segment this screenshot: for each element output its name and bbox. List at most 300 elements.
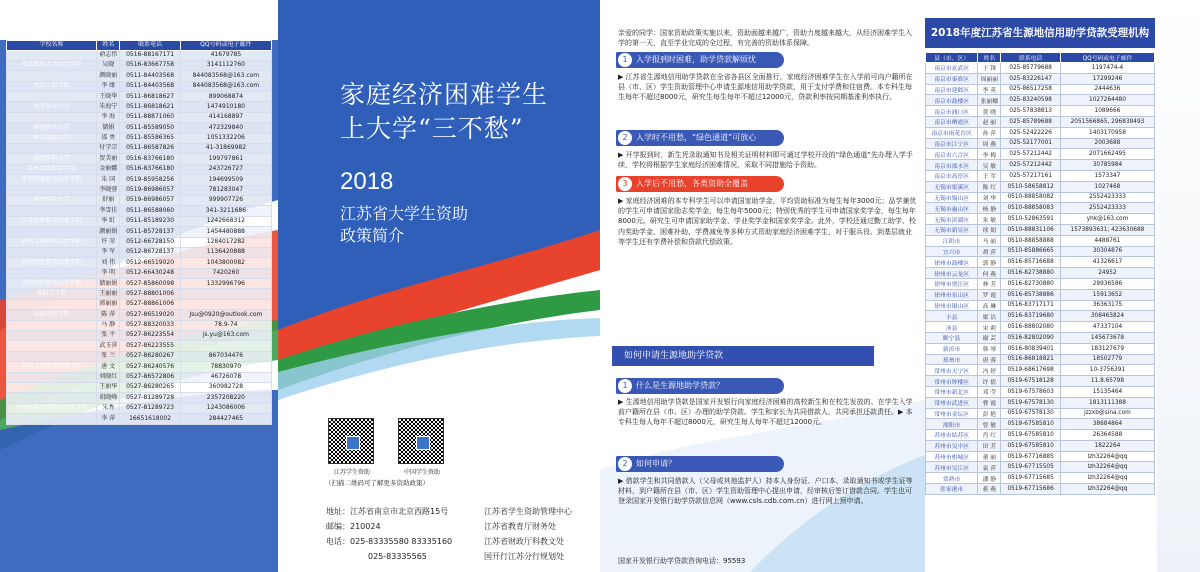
cell-institution: 睢宁县 xyxy=(926,332,978,343)
cell-qq: 308463824 xyxy=(1060,311,1154,322)
cell-phone: 025-52422226 xyxy=(1001,127,1061,138)
cell-phone: 0519-67585810 xyxy=(1001,440,1061,451)
cell-phone: 025-83240598 xyxy=(1001,95,1061,106)
cell-institution: 南通职业大学 xyxy=(7,123,97,133)
cell-institution xyxy=(7,414,97,424)
cell-institution: 无锡市惠山区 xyxy=(926,203,978,214)
cell-phone: 0516-83667758 xyxy=(120,60,180,70)
table-row xyxy=(7,237,272,247)
cell-institution: 南京市秦淮区 xyxy=(926,73,978,84)
cell-institution: 南京工程学院 xyxy=(7,81,97,91)
table-row xyxy=(7,81,272,91)
cell-qq: 41326617 xyxy=(1060,257,1154,268)
cell-phone: 0510-85886665 xyxy=(1001,246,1061,257)
cell-qq: 30304876 xyxy=(1060,246,1154,257)
col-phone-header: 联系电话 xyxy=(120,41,180,51)
table-row xyxy=(926,430,1155,441)
cell-name: 张 兰 xyxy=(96,351,119,361)
cell-name: 董 丽 xyxy=(978,451,1001,462)
table-row xyxy=(926,408,1155,419)
cell-institution: 常州市天宁区 xyxy=(926,365,978,376)
qr-caption-jiangsu: 江苏学生资助 xyxy=(333,469,370,476)
left-contact-table xyxy=(6,40,272,425)
table-row xyxy=(926,289,1155,300)
cell-qq xyxy=(180,289,271,299)
cell-qq: 36363175 xyxy=(1060,300,1154,311)
cell-phone: 0516-80839401 xyxy=(1001,343,1061,354)
cell-institution: 扬州工业职业技术学院 xyxy=(7,362,97,372)
cell-name: 马 静 xyxy=(96,320,119,330)
cell-phone: 0511-84403568 xyxy=(120,71,180,81)
cell-institution: 南京市玄武区 xyxy=(926,63,978,74)
cell-phone: 16651618002 xyxy=(120,414,180,424)
cell-phone: 0527-81289728 xyxy=(120,393,180,403)
cell-phone: 0519-85958256 xyxy=(120,175,180,185)
cell-name: 刘 华 xyxy=(978,192,1001,203)
table-row xyxy=(926,311,1155,322)
cell-name: 王丽丽 xyxy=(96,289,119,299)
cell-institution: 常熟市 xyxy=(926,473,978,484)
section-3-heading xyxy=(616,176,784,192)
table-row xyxy=(926,235,1155,246)
cell-name: 金丽娜 xyxy=(96,164,119,174)
cell-name: 王丽华 xyxy=(96,383,119,393)
cell-qq: 15913652 xyxy=(1060,289,1154,300)
cell-qq: lzh32264@qq xyxy=(1060,462,1154,473)
left-table-body xyxy=(7,50,272,424)
cell-institution: 新沂市 xyxy=(926,343,978,354)
cell-name: 陈 萍 xyxy=(96,310,119,320)
cell-institution xyxy=(7,247,97,257)
cell-phone: 0510-88858082 xyxy=(1001,192,1061,203)
cell-name: 张 平 xyxy=(96,331,119,341)
cell-institution xyxy=(7,206,97,216)
cell-qq: 1573347 xyxy=(1060,170,1154,181)
cell-institution: 扬州职业大学 xyxy=(7,195,97,205)
table-row xyxy=(7,403,272,413)
cell-institution: 常州市武进区 xyxy=(926,397,978,408)
cell-phone: 0519-86986057 xyxy=(120,195,180,205)
cell-qq: 15135464 xyxy=(1060,386,1154,397)
cell-name: 李雪佳 xyxy=(96,206,119,216)
cover-panel xyxy=(278,0,600,572)
cell-phone: 0527-86240576 xyxy=(120,362,180,372)
cell-phone: 0516-85716688 xyxy=(1001,257,1061,268)
organizations-block xyxy=(484,504,572,564)
cell-name: 朱 国 xyxy=(96,175,119,185)
table-row xyxy=(926,397,1155,408)
table-row xyxy=(926,257,1155,268)
cell-phone: 0527-85860098 xyxy=(120,279,180,289)
cell-phone: 025-57838813 xyxy=(1001,106,1061,117)
cell-institution: 沛县 xyxy=(926,322,978,333)
loan-office-panel xyxy=(925,0,1200,572)
cell-institution xyxy=(7,383,97,393)
cell-institution: 徐州市鼓楼区 xyxy=(926,257,978,268)
section-1-heading xyxy=(616,52,784,68)
cell-phone: 0519-67716885 xyxy=(1001,451,1061,462)
cell-phone: 0516-88802080 xyxy=(1001,322,1061,333)
cell-phone: 0510-58658812 xyxy=(1001,181,1061,192)
cell-name: 李 英 xyxy=(978,84,1001,95)
cover-title-line1: 家庭经济困难学生 xyxy=(340,80,549,109)
cell-qq: 2051566865, 296838493 xyxy=(1060,116,1154,127)
cell-phone: 0516-83719680 xyxy=(1001,311,1061,322)
cell-name: 朱 敏 xyxy=(978,214,1001,225)
cell-qq: yhk@163.com xyxy=(1060,214,1154,225)
cell-phone: 0519-67578130 xyxy=(1001,397,1061,408)
cell-qq: 472329840 xyxy=(180,123,271,133)
section-1-number: 1 xyxy=(618,53,632,67)
cell-qq: 999907726 xyxy=(180,195,271,205)
section-2-title: 入学时不用愁，“绿色通道”可放心 xyxy=(636,133,757,142)
table-row xyxy=(7,112,272,122)
org-line-1: 江苏省学生资助管理中心 xyxy=(484,507,572,516)
page-edge-strip xyxy=(1157,0,1200,572)
cell-qq: 10-3756391 xyxy=(1060,365,1154,376)
table-row xyxy=(7,331,272,341)
cell-institution: 宜兴市 xyxy=(926,246,978,257)
table-row xyxy=(926,95,1155,106)
cell-name: 高 琳 xyxy=(978,300,1001,311)
table-row xyxy=(926,149,1155,160)
table-row xyxy=(7,164,272,174)
table-row xyxy=(7,144,272,154)
cell-institution xyxy=(7,185,97,195)
table-row xyxy=(926,84,1155,95)
cell-qq: 1284017282 xyxy=(180,237,271,247)
cell-qq: 47337104 xyxy=(1060,322,1154,333)
cell-qq xyxy=(180,299,271,309)
org-line-2: 江苏省教育厅财务处 xyxy=(484,522,556,531)
table-row xyxy=(926,332,1155,343)
cell-qq: 2071662495 xyxy=(1060,149,1154,160)
table-row xyxy=(7,92,272,102)
table-row xyxy=(7,60,272,70)
cell-phone: 0512-66430248 xyxy=(120,268,180,278)
cell-qq: 183127679 xyxy=(1060,343,1154,354)
cell-institution: 邳州市 xyxy=(926,354,978,365)
cell-phone: 0511-86818627 xyxy=(120,92,180,102)
cell-phone: 0511-86588060 xyxy=(120,206,180,216)
cell-name: 彭 艳 xyxy=(978,408,1001,419)
cell-qq: 899068874 xyxy=(180,92,271,102)
section-2-body: ▶ 开学报到时，新生凭录取通知书及相关证明材料即可通过学校开设的“绿色通道”先办理入学手续，学校将根据学生家庭经济困难情况，采取不同措施给予资助。 xyxy=(618,151,913,170)
cell-qq: 7420260 xyxy=(180,268,271,278)
cell-institution: 南京市建邺区 xyxy=(926,84,978,95)
cell-institution xyxy=(7,144,97,154)
qr-code-china xyxy=(398,418,446,476)
cell-institution: 苏州市吴江区 xyxy=(926,462,978,473)
cell-name: 武玉萍 xyxy=(96,341,119,351)
intro-paragraph: 亲爱的同学：国家资助政策实施以来，资助面越来越广，资助力度越来越大，从经济困难学生入学的第一天，直至学业完成的全过程，有完善的资助体系保障。 xyxy=(618,29,912,47)
cell-name: 朱秀 xyxy=(96,403,119,413)
cell-name: 胡 萍 xyxy=(978,246,1001,257)
cell-phone: 0527-81289723 xyxy=(120,403,180,413)
cell-phone: 0519-67715685 xyxy=(1001,473,1061,484)
cell-institution: 淮阴工学院 xyxy=(7,289,97,299)
cell-name: 徐 娟 xyxy=(978,224,1001,235)
table-row xyxy=(7,175,272,185)
table-row xyxy=(926,170,1155,181)
cell-phone: 0516-82802090 xyxy=(1001,332,1061,343)
cell-qq: 1051332206 xyxy=(180,133,271,143)
cell-name: 储丽娟 xyxy=(96,279,119,289)
table-row xyxy=(7,123,272,133)
question-2-body: ▶ 借款学生和共同借款人（父母或其他监护人）持本人身份证、户口本、录取通知书或学生证等材料，到户籍所在县（市、区）学生资助管理中心提出申请，经审核后签订借款合同。学生也可登录国家开发银行助学贷款信息网（www.csls.cdb.com.cn）进行网上预申请。 xyxy=(618,477,913,506)
postcode-line: 邮编：210024 xyxy=(326,522,381,531)
cell-qq: 1454480888 xyxy=(180,227,271,237)
cell-institution: 徐州医科大学 xyxy=(7,154,97,164)
cell-phone: 0516-86818821 xyxy=(1001,354,1061,365)
table-row xyxy=(926,138,1155,149)
cell-name: 李 军 xyxy=(96,247,119,257)
cell-qq: 26364588 xyxy=(1060,430,1154,441)
cell-name: 郭 静 xyxy=(978,257,1001,268)
cover-subtitle-line2: 政策简介 xyxy=(340,226,405,245)
cell-name: 梁 洁 xyxy=(978,311,1001,322)
cell-institution: 南京市浦口区 xyxy=(926,106,978,117)
cover-background xyxy=(278,0,600,400)
cell-phone: 0511-84403568 xyxy=(120,81,180,91)
cell-qq: 17299246 xyxy=(1060,73,1154,84)
cell-qq: lzh32264@qq xyxy=(1060,473,1154,484)
cell-qq: 1813111388 xyxy=(1060,397,1154,408)
section-3-title: 入学后不用愁，各类资助全覆盖 xyxy=(636,179,748,188)
cell-qq: 1474910180 xyxy=(180,102,271,112)
cell-qq: 78.9-74 xyxy=(180,320,271,330)
cell-phone: 025-52177001 xyxy=(1001,138,1061,149)
cell-institution: 常州市金坛区 xyxy=(926,408,978,419)
cell-qq: 1089666 xyxy=(1060,106,1154,117)
table-row xyxy=(926,246,1155,257)
cell-institution: 常州市新北区 xyxy=(926,386,978,397)
cell-phone: 0510-52863591 xyxy=(1001,214,1061,225)
cell-qq: 41-31869982 xyxy=(180,144,271,154)
cell-qq: 199797861 xyxy=(180,154,271,164)
cell-name: 邓 莹 xyxy=(978,386,1001,397)
cell-phone: 0510-88858083 xyxy=(1001,203,1061,214)
table-row xyxy=(926,484,1155,495)
cell-name: 谢 芸 xyxy=(978,332,1001,343)
cell-phone: 0512-66728150 xyxy=(120,237,180,247)
cell-qq: 78830970 xyxy=(180,362,271,372)
cell-institution: 苏州市姑苏区 xyxy=(926,430,978,441)
question-1-title: 什么是生源地助学贷款？ xyxy=(636,381,724,390)
section-1-body: ▶ 江苏省生源地信用助学贷款在全省各县区全面推行，家庭经济困难学生在入学前可向户籍所在县（市、区）学生资助管理中心申请生源地信用助学贷款，用于支付学费和住宿费。本专科生每生每年不超过8000元，研究生每生每年不超过12000元，贷款利率按同期基准利率执行。 xyxy=(618,73,913,102)
cell-phone: 025-86517258 xyxy=(1001,84,1061,95)
table-row xyxy=(926,451,1155,462)
cell-name: 黄 晓 xyxy=(978,106,1001,117)
col-qq-header: QQ号码或电子邮件 xyxy=(1060,53,1154,63)
cell-qq: 243726727 xyxy=(180,164,271,174)
question-1-heading xyxy=(616,378,784,394)
cell-phone: 0511-85586365 xyxy=(120,133,180,143)
cell-phone: 0527-86223554 xyxy=(120,331,180,341)
section-3-body: ▶ 家庭经济困难的本专科学生可以申请国家助学金，平均资助标准为每生每年3000元；品学兼优的学生可申请国家励志奖学金，每生每年5000元；特别优秀的学生可申请国家奖学金，每生每年8000元。研究生可申请国家助学金、学业奖学金和国家奖学金。此外，学校还通过勤工助学、校内奖助学金、困难补助、学费减免等多种方式资助家庭经济困难学生，对于服兵役、到基层就业等学生还有学费补偿和贷款代偿政策。 xyxy=(618,197,917,246)
cell-institution: 苏州信息职业技术学院 xyxy=(7,258,97,268)
cell-institution: 南京市鼓楼区 xyxy=(926,95,978,106)
cell-qq: 46726078 xyxy=(180,372,271,382)
table-row xyxy=(7,133,272,143)
cell-name: 胡晓峰 xyxy=(96,393,119,403)
cell-name: 唐 文 xyxy=(96,362,119,372)
section-1-title: 入学报到时困难，助学贷款解烦忧 xyxy=(636,55,756,64)
cell-name: 于 锋 xyxy=(978,63,1001,74)
cell-qq: 360982728 xyxy=(180,383,271,393)
cell-phone: 0527-88320033 xyxy=(120,320,180,330)
cell-institution: 南京林业大学 xyxy=(7,102,97,112)
cell-name: 季 虹 xyxy=(96,216,119,226)
cell-phone: 0516-83766180 xyxy=(120,154,180,164)
cell-qq: 1197474-4 xyxy=(1060,63,1154,74)
cell-qq: 341-3211686 xyxy=(180,206,271,216)
cell-institution xyxy=(7,393,97,403)
cell-institution xyxy=(7,331,97,341)
table-row xyxy=(926,440,1155,451)
cell-institution xyxy=(7,268,97,278)
cell-institution: 扬州环境资源职业技术学院 xyxy=(7,403,97,413)
cell-institution xyxy=(7,50,97,60)
cell-institution: 无锡市锡山区 xyxy=(926,192,978,203)
right-table-header xyxy=(926,53,1155,63)
cell-name: 许 荣 xyxy=(96,237,119,247)
table-row xyxy=(926,300,1155,311)
cell-qq: js.yu@163.com xyxy=(180,331,271,341)
cell-name: 李 海 xyxy=(96,112,119,122)
cell-institution: 丰县 xyxy=(926,311,978,322)
cell-name: 刘 伟 xyxy=(96,258,119,268)
cell-name: 周 燕 xyxy=(978,138,1001,149)
cell-qq: 1243086006 xyxy=(180,403,271,413)
table-row xyxy=(7,299,272,309)
cell-qq: lzh32264@qq xyxy=(1060,484,1154,495)
cell-qq: jzzxb@sina.com xyxy=(1060,408,1154,419)
cell-phone: 0516-82730880 xyxy=(1001,278,1061,289)
table-row xyxy=(926,376,1155,387)
cell-qq: 1242668312 xyxy=(180,216,271,226)
left-table-header xyxy=(7,41,272,51)
cell-institution xyxy=(7,320,97,330)
question-2-number: 2 xyxy=(618,457,632,471)
scan-note: （扫描二维码可了解更多资助政策） xyxy=(325,479,429,487)
cell-name: 李晓蓉 xyxy=(96,185,119,195)
loan-office-table-title: 2018年度江苏省生源地信用助学贷款受理机构 xyxy=(925,18,1155,48)
cell-qq: 2444636 xyxy=(1060,84,1154,95)
cell-name: 李 梅 xyxy=(978,149,1001,160)
table-row xyxy=(7,320,272,330)
table-row xyxy=(7,289,272,299)
qr-code-icon xyxy=(398,418,444,464)
cell-institution: 徐州市云龙区 xyxy=(926,268,978,279)
cell-phone: 0512-66519020 xyxy=(120,258,180,268)
table-row xyxy=(926,278,1155,289)
table-row xyxy=(7,50,272,60)
col-school-header: 学校名称 xyxy=(7,41,97,51)
cell-phone: 025-85779688 xyxy=(1001,63,1061,74)
cell-qq: 1403170958 xyxy=(1060,127,1154,138)
cell-phone: 0510-88831106 xyxy=(1001,224,1061,235)
hotline-line: 国家开发银行助学贷款咨询电话：95593 xyxy=(618,557,746,565)
cell-institution: 溧阳市 xyxy=(926,419,978,430)
table-row xyxy=(926,462,1155,473)
table-row xyxy=(926,365,1155,376)
cell-institution: 南京市雨花台区 xyxy=(926,127,978,138)
cell-name: 吴 敏 xyxy=(978,160,1001,171)
cell-name: 李 萍 xyxy=(96,414,119,424)
cell-name: 颜晓丽 xyxy=(96,71,119,81)
cell-phone: 0511-86587826 xyxy=(120,144,180,154)
cell-institution xyxy=(7,299,97,309)
cell-name: 吴晓 xyxy=(96,60,119,70)
cell-name: 李 明 xyxy=(96,268,119,278)
cell-phone: 0527-88861006 xyxy=(120,299,180,309)
cell-phone: 0519-68617698 xyxy=(1001,365,1061,376)
cell-institution xyxy=(7,227,97,237)
cell-institution xyxy=(7,71,97,81)
loan-application-banner: 如何申请生源地助学贷款 xyxy=(612,346,874,366)
cell-institution: 无锡市滨湖区 xyxy=(926,214,978,225)
cell-institution: 徐州市泉山区 xyxy=(926,289,978,300)
cell-phone: 0516-88167171 xyxy=(120,50,180,60)
cell-phone: 0511-85189230 xyxy=(120,216,180,226)
table-row xyxy=(926,73,1155,84)
col-qq-header: QQ号码或电子邮件 xyxy=(180,41,271,51)
cell-qq: 414168897 xyxy=(180,112,271,122)
cell-institution: 南京邮电大学通达学院 xyxy=(7,60,97,70)
cell-phone: 0516-83766180 xyxy=(120,164,180,174)
cell-qq: 2552423333 xyxy=(1060,192,1154,203)
cell-phone: 0527-86519020 xyxy=(120,310,180,320)
cell-institution xyxy=(7,341,97,351)
cover-title xyxy=(340,78,548,146)
cell-qq: 781283047 xyxy=(180,185,271,195)
table-row xyxy=(7,383,272,393)
cell-name: 田 芳 xyxy=(978,440,1001,451)
table-row xyxy=(926,192,1155,203)
cell-institution: 苏州市吴中区 xyxy=(926,440,978,451)
cell-institution xyxy=(7,112,97,122)
cell-institution: 江阴市 xyxy=(926,235,978,246)
qr-caption-china: 中国学生资助 xyxy=(403,469,440,476)
cell-name: 蒋 燕 xyxy=(978,484,1001,495)
cell-name: 许 倩 xyxy=(978,376,1001,387)
cell-qq: 1027264480 xyxy=(1060,95,1154,106)
cell-qq: 2552423333 xyxy=(1060,203,1154,214)
cell-institution xyxy=(7,92,97,102)
table-row xyxy=(926,106,1155,117)
cell-qq: 38684864 xyxy=(1060,419,1154,430)
table-row xyxy=(926,322,1155,333)
cell-institution xyxy=(7,351,97,361)
cell-name: 贺美丽 xyxy=(96,154,119,164)
cell-name: 陈 红 xyxy=(978,181,1001,192)
loan-office-table xyxy=(925,52,1155,495)
cell-phone: 0527-86223555 xyxy=(120,341,180,351)
table-row xyxy=(7,268,272,278)
cell-phone: 0516-83717171 xyxy=(1001,300,1061,311)
cell-qq: 1136420888 xyxy=(180,247,271,257)
cell-name: 肖 红 xyxy=(978,430,1001,441)
cell-institution: 南京市栖霞区 xyxy=(926,116,978,127)
cell-phone: 0516-82738880 xyxy=(1001,268,1061,279)
left-contact-panel xyxy=(0,0,278,572)
cell-institution: 南京师范大学 xyxy=(7,133,97,143)
table-row xyxy=(7,195,272,205)
table-row xyxy=(7,393,272,403)
cell-name: 朱海宁 xyxy=(96,102,119,112)
cell-name: 储娟 xyxy=(96,123,119,133)
